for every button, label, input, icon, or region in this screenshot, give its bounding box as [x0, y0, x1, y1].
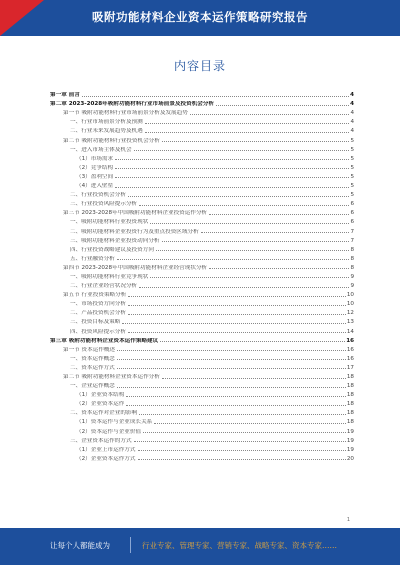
toc-entry[interactable] [50, 134, 354, 143]
toc-entry-title: （1）企业上市运作方式 [76, 446, 136, 453]
toc-leader-dots [138, 450, 346, 451]
toc-entry-page: 4 [350, 101, 354, 108]
toc-entry-page: 4 [350, 119, 354, 126]
toc-entry-title: （1）资本运作与企业成长关系 [76, 419, 153, 426]
toc-entry[interactable] [50, 271, 354, 280]
toc-entry[interactable] [50, 435, 354, 444]
toc-entry-title: 第二节 吸附功能材料行业投资机会分析 [63, 137, 160, 144]
table-of-contents [50, 89, 354, 462]
toc-entry[interactable] [50, 189, 354, 198]
footer-divider [130, 537, 131, 553]
toc-leader-dots [134, 441, 346, 442]
toc-leader-dots [162, 378, 346, 379]
toc-entry-title: 第二章 2023-2028年吸附功能材料行业市场前景及投资机会分析 [50, 101, 215, 108]
toc-leader-dots [150, 223, 349, 224]
toc-entry-page: 16 [346, 337, 354, 344]
toc-leader-dots [128, 314, 346, 315]
toc-entry-page: 16 [346, 346, 354, 353]
toc-leader-dots [128, 305, 346, 306]
toc-entry-page: 12 [346, 310, 354, 317]
toc-entry-title: 二、吸附功能材料企业投资行为及重点投资区域分析 [70, 228, 199, 235]
toc-leader-dots [139, 414, 346, 415]
toc-entry-page: 13 [346, 319, 354, 326]
toc-entry[interactable] [50, 353, 354, 362]
toc-entry[interactable] [50, 307, 354, 316]
toc-entry-page: 18 [346, 401, 354, 408]
toc-entry-page: 19 [346, 428, 354, 435]
toc-entry-title: 一、吸附功能材料行业竞争现状 [70, 273, 149, 280]
toc-entry-title: 第一节 资本运作概述 [63, 346, 116, 353]
toc-entry-title: （3）盈利空间 [76, 173, 114, 180]
toc-entry-page: 9 [350, 283, 354, 290]
toc-entry[interactable] [50, 444, 354, 453]
toc-entry[interactable] [50, 244, 354, 253]
toc-entry[interactable] [50, 253, 354, 262]
toc-entry[interactable] [50, 280, 354, 289]
toc-entry-page: 18 [346, 392, 354, 399]
toc-entry-page: 18 [346, 419, 354, 426]
toc-entry[interactable] [50, 171, 354, 180]
toc-leader-dots [145, 123, 350, 124]
toc-entry-page: 19 [346, 446, 354, 453]
toc-entry-title: 一、市场投资方向分析 [70, 301, 126, 308]
toc-leader-dots [139, 205, 349, 206]
toc-leader-dots [115, 159, 349, 160]
toc-entry-title: （4）进入壁垒 [76, 183, 114, 190]
toc-entry[interactable] [50, 89, 354, 98]
toc-entry-title: （1）企业资本结构 [76, 392, 125, 399]
toc-entry-title: （1）市场需求 [76, 155, 114, 162]
toc-entry[interactable] [50, 216, 354, 225]
toc-entry[interactable] [50, 144, 354, 153]
footer-banner [0, 528, 400, 565]
toc-entry-page: 18 [346, 383, 354, 390]
toc-leader-dots [128, 296, 346, 297]
toc-entry-title: 三、行业投资风险提示分析 [70, 201, 138, 208]
toc-entry-title: 二、资本运作方式 [70, 364, 115, 371]
toc-entry[interactable] [50, 98, 354, 107]
page-number: 1 [346, 517, 350, 523]
toc-entry[interactable] [50, 344, 354, 353]
toc-leader-dots [143, 432, 346, 433]
toc-entry-title: 四、行业投资战略建议及投资方向 [70, 246, 154, 253]
toc-entry-title: （2）资本运作与企业价值 [76, 428, 142, 435]
toc-entry[interactable] [50, 107, 354, 116]
toc-leader-dots [117, 387, 346, 388]
toc-leader-dots [209, 268, 349, 269]
toc-entry[interactable] [50, 398, 354, 407]
toc-leader-dots [115, 187, 349, 188]
toc-entry[interactable] [50, 316, 354, 325]
report-title: 吸附功能材料企业资本运作策略研究报告 [92, 10, 308, 24]
toc-entry-title: 二、产品投资机会分析 [70, 310, 126, 317]
toc-entry-page: 5 [350, 164, 354, 171]
toc-leader-dots [190, 114, 350, 115]
toc-leader-dots [156, 250, 350, 251]
toc-entry[interactable] [50, 407, 354, 416]
toc-entry-title: 一、资本运作概念 [70, 355, 115, 362]
toc-leader-dots [117, 368, 346, 369]
toc-leader-dots [82, 96, 349, 97]
toc-entry[interactable] [50, 153, 354, 162]
toc-entry[interactable] [50, 207, 354, 216]
toc-entry[interactable] [50, 180, 354, 189]
toc-entry-title: 一、进入市场主体及机会 [70, 146, 132, 153]
toc-leader-dots [160, 341, 345, 342]
toc-entry[interactable] [50, 389, 354, 398]
toc-entry[interactable] [50, 235, 354, 244]
toc-entry[interactable] [50, 262, 354, 271]
toc-entry-title: 第四节 2023-2028年中国吸附功能材料企业经营现状分析 [63, 264, 208, 271]
toc-entry-page: 8 [350, 255, 354, 262]
toc-entry-page: 5 [350, 183, 354, 190]
toc-entry-title: 五、行业融资分析 [70, 255, 115, 262]
toc-entry-title: 三、投资目标及策略 [70, 319, 121, 326]
toc-entry-title: （2）企业资本运作方式 [76, 455, 136, 462]
toc-entry-page: 8 [350, 246, 354, 253]
toc-leader-dots [162, 141, 350, 142]
toc-entry-page: 10 [346, 292, 354, 299]
report-header [0, 0, 400, 36]
toc-entry[interactable] [50, 371, 354, 380]
toc-entry[interactable] [50, 380, 354, 389]
toc-entry[interactable] [50, 416, 354, 425]
toc-leader-dots [145, 132, 350, 133]
toc-entry-page: 8 [350, 264, 354, 271]
toc-entry[interactable] [50, 125, 354, 134]
toc-entry-page: 5 [350, 146, 354, 153]
toc-entry-page: 5 [350, 155, 354, 162]
toc-entry-title: 二、资本运作对企业的影响 [70, 410, 138, 417]
toc-entry-page: 7 [350, 228, 354, 235]
toc-entry-page: 9 [350, 273, 354, 280]
toc-entry[interactable] [50, 453, 354, 462]
toc-entry-title: 第一章 前言 [50, 92, 80, 99]
toc-title: 内容目录 [173, 59, 226, 73]
toc-entry-page: 4 [350, 110, 354, 117]
toc-leader-dots [117, 259, 350, 260]
toc-entry-title: 第一节 吸附功能材料行业市场前景分析及发展趋势 [63, 110, 188, 117]
toc-leader-dots [216, 105, 349, 106]
toc-entry-title: 二、行业未来发展趋势及机遇 [70, 128, 143, 135]
toc-leader-dots [138, 459, 346, 460]
toc-leader-dots [117, 350, 346, 351]
toc-entry-title: （2）企业资本运作 [76, 401, 125, 408]
toc-entry-title: 第五节 行业投资策略分析 [63, 292, 127, 299]
toc-entry[interactable] [50, 198, 354, 207]
toc-entry-page: 5 [350, 173, 354, 180]
toc-entry[interactable] [50, 225, 354, 234]
toc-entry-page: 19 [346, 437, 354, 444]
toc-entry-page: 20 [346, 455, 354, 462]
toc-entry-title: 第三节 2023-2028年中国吸附功能材料企业投资运作分析 [63, 210, 208, 217]
toc-entry[interactable] [50, 298, 354, 307]
toc-entry-page: 5 [350, 192, 354, 199]
footer-slogan: 让每个人都能成为 [50, 541, 110, 550]
toc-entry[interactable] [50, 325, 354, 334]
toc-entry-page: 6 [350, 219, 354, 226]
toc-leader-dots [154, 423, 346, 424]
toc-entry[interactable] [50, 162, 354, 171]
toc-entry-title: 二、行业企业经营状况分析 [70, 283, 138, 290]
toc-entry-page: 16 [346, 355, 354, 362]
toc-entry-page: 18 [346, 374, 354, 380]
toc-entry-title: 一、行业市场前景分析及预测 [70, 119, 143, 126]
toc-entry-title: 二、行业投资机会分析 [70, 192, 126, 199]
toc-entry-title: 三、企业资本运作的方式 [70, 437, 132, 444]
toc-entry[interactable] [50, 362, 354, 371]
toc-entry-page: 4 [350, 128, 354, 135]
toc-leader-dots [126, 396, 346, 397]
toc-entry[interactable] [50, 425, 354, 434]
toc-entry-page: 6 [350, 201, 354, 208]
toc-leader-dots [115, 177, 349, 178]
toc-entry-title: 第三章 吸附功能材料企业资本运作策略建议 [50, 337, 159, 344]
toc-leader-dots [122, 323, 346, 324]
toc-entry-page: 5 [350, 137, 354, 144]
toc-leader-dots [150, 277, 349, 278]
toc-entry-page: 14 [346, 328, 354, 335]
toc-entry-title: 一、吸附功能材料行业投资现状 [70, 219, 149, 226]
toc-entry[interactable] [50, 116, 354, 125]
toc-entry-title: 第二节 吸附功能材料企业资本运作分析 [63, 374, 160, 380]
toc-leader-dots [134, 150, 350, 151]
toc-leader-dots [201, 232, 350, 233]
toc-leader-dots [126, 405, 346, 406]
toc-leader-dots [162, 241, 350, 242]
footer-expert-list: 行业专家、管理专家、营销专家、战略专家、资本专家…… [142, 541, 337, 550]
toc-entry-page: 6 [350, 210, 354, 217]
toc-entry-title: 一、企业运作概念 [70, 383, 115, 390]
toc-leader-dots [115, 168, 349, 169]
toc-leader-dots [209, 214, 349, 215]
toc-entry-page: 4 [350, 92, 354, 99]
toc-entry-page: 10 [346, 301, 354, 308]
toc-entry-page: 17 [346, 364, 354, 371]
toc-entry[interactable] [50, 335, 354, 344]
toc-leader-dots [117, 359, 346, 360]
toc-entry-title: 三、吸附功能材料企业投资动向分析 [70, 237, 160, 244]
toc-entry[interactable] [50, 289, 354, 298]
toc-leader-dots [139, 287, 349, 288]
toc-entry-title: 四、投资风险提示分析 [70, 328, 126, 335]
toc-entry-page: 18 [346, 410, 354, 417]
toc-entry-title: （2）竞争结构 [76, 164, 114, 171]
toc-leader-dots [128, 332, 346, 333]
toc-leader-dots [128, 196, 349, 197]
toc-entry-page: 7 [350, 237, 354, 244]
